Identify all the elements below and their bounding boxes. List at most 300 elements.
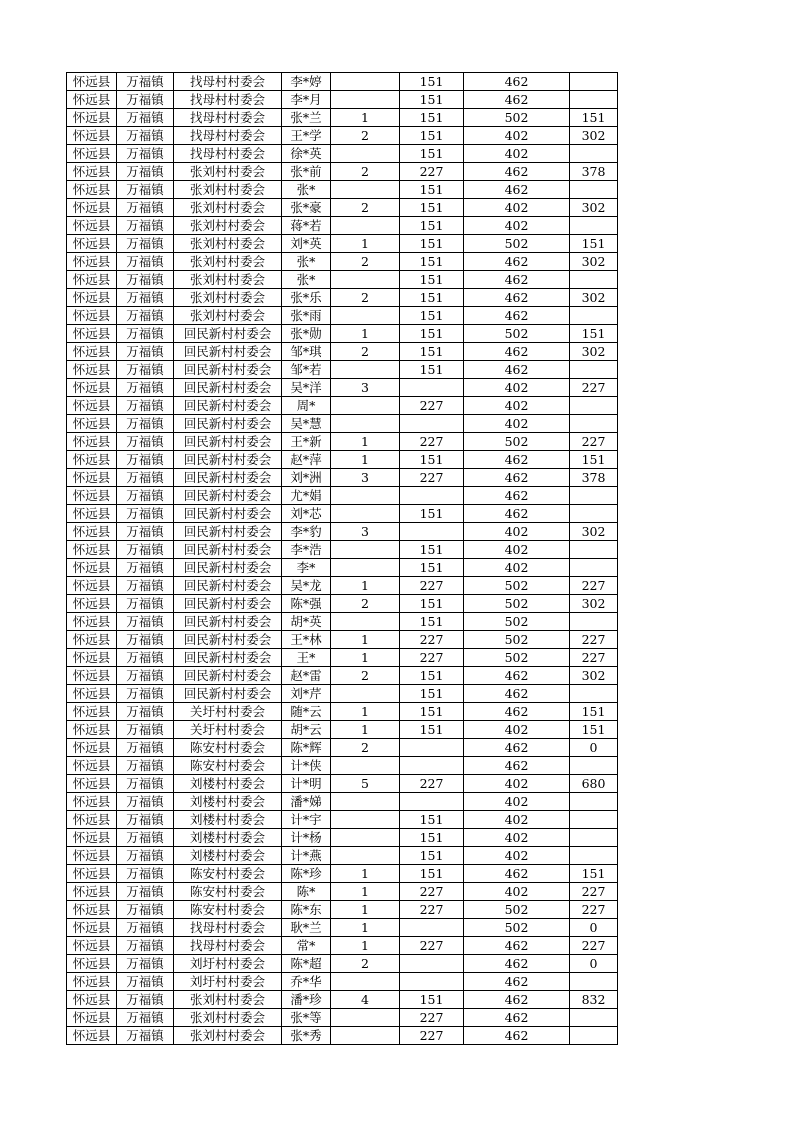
county-cell: 怀远县 — [67, 667, 117, 685]
county-cell: 怀远县 — [67, 829, 117, 847]
county-cell: 怀远县 — [67, 775, 117, 793]
county-cell: 怀远县 — [67, 361, 117, 379]
amount-b-cell: 402 — [464, 217, 570, 235]
amount-a-cell: 151 — [400, 703, 464, 721]
amount-c-cell — [570, 91, 618, 109]
county-cell: 怀远县 — [67, 901, 117, 919]
town-cell: 万福镇 — [117, 361, 174, 379]
amount-a-cell: 151 — [400, 91, 464, 109]
village-committee-cell: 回民新村村委会 — [174, 505, 282, 523]
name-cell: 陈*辉 — [282, 739, 331, 757]
village-committee-cell: 陈安村村委会 — [174, 757, 282, 775]
town-cell: 万福镇 — [117, 955, 174, 973]
town-cell: 万福镇 — [117, 649, 174, 667]
table-row — [67, 541, 618, 559]
name-cell: 陈*珍 — [282, 865, 331, 883]
amount-b-cell: 502 — [464, 613, 570, 631]
amount-b-cell: 462 — [464, 181, 570, 199]
table-row — [67, 667, 618, 685]
amount-b-cell: 402 — [464, 847, 570, 865]
name-cell: 陈* — [282, 883, 331, 901]
amount-b-cell: 462 — [464, 253, 570, 271]
amount-b-cell: 402 — [464, 415, 570, 433]
count-cell: 5 — [331, 775, 400, 793]
town-cell: 万福镇 — [117, 433, 174, 451]
name-cell: 邹*若 — [282, 361, 331, 379]
amount-a-cell — [400, 487, 464, 505]
amount-b-cell: 462 — [464, 451, 570, 469]
table-row — [67, 91, 618, 109]
table-row — [67, 109, 618, 127]
amount-a-cell — [400, 757, 464, 775]
village-committee-cell: 回民新村村委会 — [174, 649, 282, 667]
name-cell: 李*月 — [282, 91, 331, 109]
amount-c-cell — [570, 847, 618, 865]
table-row — [67, 127, 618, 145]
table-row — [67, 883, 618, 901]
village-committee-cell: 回民新村村委会 — [174, 559, 282, 577]
name-cell: 吴*洋 — [282, 379, 331, 397]
town-cell: 万福镇 — [117, 127, 174, 145]
town-cell: 万福镇 — [117, 1027, 174, 1045]
name-cell: 张*前 — [282, 163, 331, 181]
amount-c-cell — [570, 397, 618, 415]
amount-b-cell: 402 — [464, 811, 570, 829]
amount-a-cell — [400, 919, 464, 937]
village-committee-cell: 找母村村委会 — [174, 91, 282, 109]
name-cell: 张* — [282, 253, 331, 271]
amount-c-cell: 302 — [570, 127, 618, 145]
amount-c-cell — [570, 811, 618, 829]
name-cell: 常* — [282, 937, 331, 955]
count-cell — [331, 91, 400, 109]
amount-b-cell: 402 — [464, 721, 570, 739]
amount-b-cell: 402 — [464, 127, 570, 145]
amount-c-cell — [570, 757, 618, 775]
county-cell: 怀远县 — [67, 127, 117, 145]
table-row — [67, 955, 618, 973]
amount-c-cell: 151 — [570, 721, 618, 739]
village-committee-cell: 回民新村村委会 — [174, 397, 282, 415]
amount-a-cell: 227 — [400, 163, 464, 181]
table-row — [67, 793, 618, 811]
amount-a-cell: 151 — [400, 811, 464, 829]
table-row — [67, 595, 618, 613]
name-cell: 陈*超 — [282, 955, 331, 973]
county-cell: 怀远县 — [67, 271, 117, 289]
town-cell: 万福镇 — [117, 613, 174, 631]
town-cell: 万福镇 — [117, 163, 174, 181]
town-cell: 万福镇 — [117, 253, 174, 271]
name-cell: 乔*华 — [282, 973, 331, 991]
table-row — [67, 451, 618, 469]
name-cell: 刘*英 — [282, 235, 331, 253]
count-cell — [331, 973, 400, 991]
county-cell: 怀远县 — [67, 883, 117, 901]
amount-a-cell — [400, 739, 464, 757]
name-cell: 张*兰 — [282, 109, 331, 127]
county-cell: 怀远县 — [67, 217, 117, 235]
village-committee-cell: 关圩村村委会 — [174, 721, 282, 739]
county-cell: 怀远县 — [67, 199, 117, 217]
amount-b-cell: 502 — [464, 325, 570, 343]
county-cell: 怀远县 — [67, 433, 117, 451]
amount-a-cell: 151 — [400, 325, 464, 343]
amount-c-cell: 680 — [570, 775, 618, 793]
name-cell: 蒋*若 — [282, 217, 331, 235]
count-cell — [331, 73, 400, 91]
count-cell: 1 — [331, 919, 400, 937]
name-cell: 王*新 — [282, 433, 331, 451]
name-cell: 胡*云 — [282, 721, 331, 739]
village-committee-cell: 找母村村委会 — [174, 919, 282, 937]
village-committee-cell: 回民新村村委会 — [174, 325, 282, 343]
amount-c-cell: 302 — [570, 595, 618, 613]
amount-b-cell: 462 — [464, 955, 570, 973]
count-cell: 2 — [331, 739, 400, 757]
amount-a-cell: 151 — [400, 199, 464, 217]
amount-b-cell: 462 — [464, 307, 570, 325]
amount-a-cell — [400, 973, 464, 991]
county-cell: 怀远县 — [67, 811, 117, 829]
name-cell: 计*杨 — [282, 829, 331, 847]
name-cell: 张*秀 — [282, 1027, 331, 1045]
count-cell: 2 — [331, 343, 400, 361]
amount-c-cell: 302 — [570, 343, 618, 361]
amount-b-cell: 402 — [464, 883, 570, 901]
table-row — [67, 235, 618, 253]
village-committee-cell: 回民新村村委会 — [174, 631, 282, 649]
town-cell: 万福镇 — [117, 217, 174, 235]
table-row — [67, 811, 618, 829]
name-cell: 刘*芹 — [282, 685, 331, 703]
town-cell: 万福镇 — [117, 469, 174, 487]
amount-b-cell: 462 — [464, 739, 570, 757]
county-cell: 怀远县 — [67, 739, 117, 757]
town-cell: 万福镇 — [117, 325, 174, 343]
amount-c-cell: 227 — [570, 649, 618, 667]
amount-c-cell: 227 — [570, 883, 618, 901]
table-row — [67, 145, 618, 163]
town-cell: 万福镇 — [117, 685, 174, 703]
village-committee-cell: 回民新村村委会 — [174, 361, 282, 379]
amount-a-cell — [400, 793, 464, 811]
amount-c-cell: 227 — [570, 937, 618, 955]
count-cell: 1 — [331, 721, 400, 739]
amount-c-cell: 151 — [570, 325, 618, 343]
village-committee-cell: 张刘村村委会 — [174, 1009, 282, 1027]
count-cell: 3 — [331, 379, 400, 397]
town-cell: 万福镇 — [117, 235, 174, 253]
amount-a-cell: 227 — [400, 1027, 464, 1045]
town-cell: 万福镇 — [117, 343, 174, 361]
name-cell: 陈*东 — [282, 901, 331, 919]
amount-b-cell: 462 — [464, 937, 570, 955]
count-cell: 2 — [331, 127, 400, 145]
amount-b-cell: 462 — [464, 73, 570, 91]
amount-c-cell — [570, 973, 618, 991]
count-cell — [331, 145, 400, 163]
table-row — [67, 703, 618, 721]
town-cell: 万福镇 — [117, 937, 174, 955]
county-cell: 怀远县 — [67, 469, 117, 487]
name-cell: 耿*兰 — [282, 919, 331, 937]
count-cell: 2 — [331, 199, 400, 217]
name-cell: 李*婷 — [282, 73, 331, 91]
county-cell: 怀远县 — [67, 613, 117, 631]
table-row — [67, 163, 618, 181]
amount-a-cell: 227 — [400, 649, 464, 667]
town-cell: 万福镇 — [117, 829, 174, 847]
county-cell: 怀远县 — [67, 757, 117, 775]
name-cell: 周* — [282, 397, 331, 415]
amount-b-cell: 402 — [464, 775, 570, 793]
village-committee-cell: 找母村村委会 — [174, 109, 282, 127]
name-cell: 徐*英 — [282, 145, 331, 163]
amount-c-cell: 227 — [570, 901, 618, 919]
amount-a-cell: 227 — [400, 1009, 464, 1027]
amount-b-cell: 462 — [464, 289, 570, 307]
amount-a-cell: 151 — [400, 865, 464, 883]
county-cell: 怀远县 — [67, 73, 117, 91]
amount-c-cell — [570, 181, 618, 199]
count-cell: 1 — [331, 325, 400, 343]
table-row — [67, 991, 618, 1009]
table-row — [67, 1027, 618, 1045]
amount-c-cell — [570, 487, 618, 505]
amount-c-cell: 151 — [570, 703, 618, 721]
town-cell: 万福镇 — [117, 739, 174, 757]
county-cell: 怀远县 — [67, 451, 117, 469]
name-cell: 吴*慧 — [282, 415, 331, 433]
count-cell: 2 — [331, 955, 400, 973]
amount-a-cell: 151 — [400, 541, 464, 559]
data-table — [66, 72, 618, 1045]
table-row — [67, 577, 618, 595]
village-committee-cell: 张刘村村委会 — [174, 1027, 282, 1045]
village-committee-cell: 回民新村村委会 — [174, 577, 282, 595]
amount-b-cell: 402 — [464, 199, 570, 217]
village-committee-cell: 张刘村村委会 — [174, 217, 282, 235]
count-cell: 4 — [331, 991, 400, 1009]
count-cell: 2 — [331, 289, 400, 307]
count-cell: 2 — [331, 163, 400, 181]
county-cell: 怀远县 — [67, 523, 117, 541]
village-committee-cell: 张刘村村委会 — [174, 289, 282, 307]
village-committee-cell: 张刘村村委会 — [174, 199, 282, 217]
village-committee-cell: 回民新村村委会 — [174, 613, 282, 631]
table-row — [67, 757, 618, 775]
town-cell: 万福镇 — [117, 415, 174, 433]
amount-a-cell: 151 — [400, 451, 464, 469]
name-cell: 张* — [282, 181, 331, 199]
count-cell: 3 — [331, 469, 400, 487]
table-body — [67, 73, 618, 1045]
amount-b-cell: 462 — [464, 271, 570, 289]
town-cell: 万福镇 — [117, 865, 174, 883]
amount-c-cell: 302 — [570, 523, 618, 541]
amount-b-cell: 462 — [464, 667, 570, 685]
village-committee-cell: 张刘村村委会 — [174, 253, 282, 271]
amount-c-cell — [570, 685, 618, 703]
table-row — [67, 775, 618, 793]
county-cell: 怀远县 — [67, 595, 117, 613]
table-row — [67, 739, 618, 757]
count-cell: 1 — [331, 649, 400, 667]
amount-b-cell: 462 — [464, 703, 570, 721]
name-cell: 邹*琪 — [282, 343, 331, 361]
count-cell: 1 — [331, 703, 400, 721]
amount-a-cell: 151 — [400, 73, 464, 91]
count-cell — [331, 1027, 400, 1045]
table-row — [67, 307, 618, 325]
amount-c-cell — [570, 793, 618, 811]
county-cell: 怀远县 — [67, 631, 117, 649]
amount-a-cell: 151 — [400, 145, 464, 163]
village-committee-cell: 回民新村村委会 — [174, 667, 282, 685]
village-committee-cell: 张刘村村委会 — [174, 307, 282, 325]
amount-c-cell — [570, 415, 618, 433]
count-cell: 2 — [331, 253, 400, 271]
name-cell: 王* — [282, 649, 331, 667]
amount-b-cell: 462 — [464, 1009, 570, 1027]
village-committee-cell: 回民新村村委会 — [174, 415, 282, 433]
amount-c-cell: 227 — [570, 631, 618, 649]
amount-c-cell: 378 — [570, 469, 618, 487]
amount-a-cell: 227 — [400, 937, 464, 955]
town-cell: 万福镇 — [117, 181, 174, 199]
name-cell: 王*学 — [282, 127, 331, 145]
amount-a-cell: 227 — [400, 631, 464, 649]
county-cell: 怀远县 — [67, 721, 117, 739]
amount-c-cell: 151 — [570, 451, 618, 469]
table-row — [67, 397, 618, 415]
amount-b-cell: 502 — [464, 631, 570, 649]
count-cell — [331, 847, 400, 865]
name-cell: 潘*珍 — [282, 991, 331, 1009]
table-row — [67, 1009, 618, 1027]
amount-a-cell: 151 — [400, 667, 464, 685]
village-committee-cell: 张刘村村委会 — [174, 271, 282, 289]
table-row — [67, 901, 618, 919]
amount-c-cell — [570, 217, 618, 235]
table-row — [67, 721, 618, 739]
table-row — [67, 937, 618, 955]
amount-c-cell: 0 — [570, 955, 618, 973]
town-cell: 万福镇 — [117, 721, 174, 739]
name-cell: 张*等 — [282, 1009, 331, 1027]
count-cell — [331, 181, 400, 199]
county-cell: 怀远县 — [67, 379, 117, 397]
amount-a-cell: 151 — [400, 307, 464, 325]
county-cell: 怀远县 — [67, 919, 117, 937]
town-cell: 万福镇 — [117, 523, 174, 541]
amount-b-cell: 502 — [464, 649, 570, 667]
count-cell — [331, 487, 400, 505]
name-cell: 计*明 — [282, 775, 331, 793]
village-committee-cell: 回民新村村委会 — [174, 343, 282, 361]
table-row — [67, 649, 618, 667]
county-cell: 怀远县 — [67, 415, 117, 433]
table-row — [67, 919, 618, 937]
table-row — [67, 469, 618, 487]
amount-b-cell: 462 — [464, 469, 570, 487]
amount-b-cell: 462 — [464, 1027, 570, 1045]
village-committee-cell: 回民新村村委会 — [174, 541, 282, 559]
county-cell: 怀远县 — [67, 235, 117, 253]
amount-c-cell — [570, 73, 618, 91]
amount-c-cell — [570, 505, 618, 523]
count-cell: 2 — [331, 667, 400, 685]
county-cell: 怀远县 — [67, 559, 117, 577]
amount-b-cell: 462 — [464, 487, 570, 505]
count-cell: 1 — [331, 937, 400, 955]
amount-c-cell: 378 — [570, 163, 618, 181]
count-cell — [331, 757, 400, 775]
count-cell — [331, 1009, 400, 1027]
town-cell: 万福镇 — [117, 1009, 174, 1027]
amount-c-cell: 227 — [570, 433, 618, 451]
count-cell: 1 — [331, 109, 400, 127]
county-cell: 怀远县 — [67, 109, 117, 127]
town-cell: 万福镇 — [117, 577, 174, 595]
name-cell: 赵*雷 — [282, 667, 331, 685]
village-committee-cell: 张刘村村委会 — [174, 181, 282, 199]
town-cell: 万福镇 — [117, 145, 174, 163]
amount-c-cell — [570, 1027, 618, 1045]
county-cell: 怀远县 — [67, 649, 117, 667]
table-row — [67, 487, 618, 505]
county-cell: 怀远县 — [67, 289, 117, 307]
count-cell — [331, 271, 400, 289]
name-cell: 李*豹 — [282, 523, 331, 541]
amount-b-cell: 402 — [464, 379, 570, 397]
amount-a-cell: 151 — [400, 361, 464, 379]
amount-c-cell: 302 — [570, 253, 618, 271]
amount-c-cell: 151 — [570, 109, 618, 127]
town-cell: 万福镇 — [117, 73, 174, 91]
amount-c-cell — [570, 613, 618, 631]
town-cell: 万福镇 — [117, 631, 174, 649]
amount-b-cell: 402 — [464, 829, 570, 847]
amount-a-cell: 151 — [400, 109, 464, 127]
amount-b-cell: 462 — [464, 685, 570, 703]
count-cell: 1 — [331, 433, 400, 451]
name-cell: 刘*洲 — [282, 469, 331, 487]
amount-a-cell: 227 — [400, 433, 464, 451]
name-cell: 刘*芯 — [282, 505, 331, 523]
amount-c-cell — [570, 271, 618, 289]
table-row — [67, 613, 618, 631]
county-cell: 怀远县 — [67, 937, 117, 955]
town-cell: 万福镇 — [117, 109, 174, 127]
town-cell: 万福镇 — [117, 883, 174, 901]
amount-c-cell: 302 — [570, 289, 618, 307]
amount-b-cell: 402 — [464, 397, 570, 415]
amount-b-cell: 402 — [464, 145, 570, 163]
town-cell: 万福镇 — [117, 307, 174, 325]
village-committee-cell: 陈安村村委会 — [174, 739, 282, 757]
village-committee-cell: 刘楼村村委会 — [174, 829, 282, 847]
table-row — [67, 631, 618, 649]
count-cell — [331, 613, 400, 631]
count-cell — [331, 415, 400, 433]
count-cell — [331, 397, 400, 415]
town-cell: 万福镇 — [117, 793, 174, 811]
count-cell — [331, 505, 400, 523]
table-row — [67, 325, 618, 343]
county-cell: 怀远县 — [67, 793, 117, 811]
